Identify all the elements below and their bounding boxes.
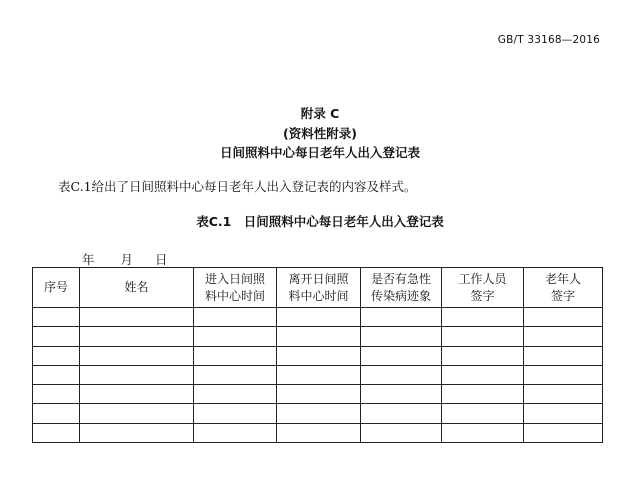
table-cell (80, 385, 194, 404)
table-cell (524, 423, 603, 442)
table-row (33, 365, 603, 384)
table-cell (361, 365, 442, 384)
table-cell (442, 423, 524, 442)
table-body (33, 308, 603, 443)
table-cell (277, 365, 361, 384)
table-cell (194, 308, 277, 327)
table-row (33, 423, 603, 442)
table-cell (80, 404, 194, 423)
table-cell (33, 365, 80, 384)
table-cell (80, 346, 194, 365)
table-cell (33, 308, 80, 327)
table-cell (277, 327, 361, 346)
col-header-staff-signature: 工作人员 签字 (442, 268, 524, 308)
table-cell (33, 404, 80, 423)
table-cell (442, 327, 524, 346)
table-cell (194, 404, 277, 423)
table-cell (194, 346, 277, 365)
table-cell (524, 365, 603, 384)
table-cell (33, 385, 80, 404)
table-row (33, 327, 603, 346)
date-day-label: 日 (155, 252, 168, 267)
table-cell (33, 327, 80, 346)
table-cell (80, 327, 194, 346)
annex-kind: (资料性附录) (283, 126, 357, 141)
col-header-infection-signs: 是否有急性 传染病迹象 (361, 268, 442, 308)
col-header-exit-time: 离开日间照 料中心时间 (277, 268, 361, 308)
table-cell (442, 308, 524, 327)
table-cell (277, 346, 361, 365)
col-header-name: 姓名 (80, 268, 194, 308)
table-cell (524, 327, 603, 346)
table-header-row (33, 268, 603, 308)
table-cell (277, 404, 361, 423)
table-cell (33, 346, 80, 365)
table-cell (442, 385, 524, 404)
table-cell (361, 385, 442, 404)
table-title: 表C.1 日间照料中心每日老年人出入登记表 (196, 214, 444, 229)
table-cell (361, 327, 442, 346)
table-row (33, 308, 603, 327)
col-header-serial: 序号 (33, 268, 80, 308)
table-cell (361, 423, 442, 442)
date-year-label: 年 (82, 252, 95, 267)
table-cell (277, 308, 361, 327)
table-row (33, 346, 603, 365)
table-cell (194, 385, 277, 404)
table-cell (361, 308, 442, 327)
table-cell (442, 404, 524, 423)
date-line (82, 250, 168, 268)
register-table (32, 267, 603, 443)
table-cell (361, 404, 442, 423)
table-cell (524, 308, 603, 327)
table-cell (524, 346, 603, 365)
table-cell (361, 346, 442, 365)
date-month-label: 月 (120, 252, 134, 267)
annex-number: 附录 C (300, 106, 340, 121)
table-cell (194, 423, 277, 442)
col-header-elder-signature: 老年人 签字 (524, 268, 603, 308)
table-cell (80, 308, 194, 327)
table-cell (442, 346, 524, 365)
annex-title: 日间照料中心每日老年人出入登记表 (219, 145, 420, 160)
table-cell (277, 385, 361, 404)
table-cell (80, 365, 194, 384)
intro-paragraph: 表C.1给出了日间照料中心每日老年人出入登记表的内容及样式。 (58, 179, 417, 194)
standard-code: GB/T 33168—2016 (497, 34, 600, 46)
table-cell (277, 423, 361, 442)
table-row (33, 404, 603, 423)
col-header-entry-time: 进入日间照 料中心时间 (194, 268, 277, 308)
table-cell (524, 404, 603, 423)
table-cell (194, 365, 277, 384)
table-cell (524, 385, 603, 404)
table-row (33, 385, 603, 404)
table-cell (33, 423, 80, 442)
table-cell (80, 423, 194, 442)
table-cell (442, 365, 524, 384)
table-cell (194, 327, 277, 346)
